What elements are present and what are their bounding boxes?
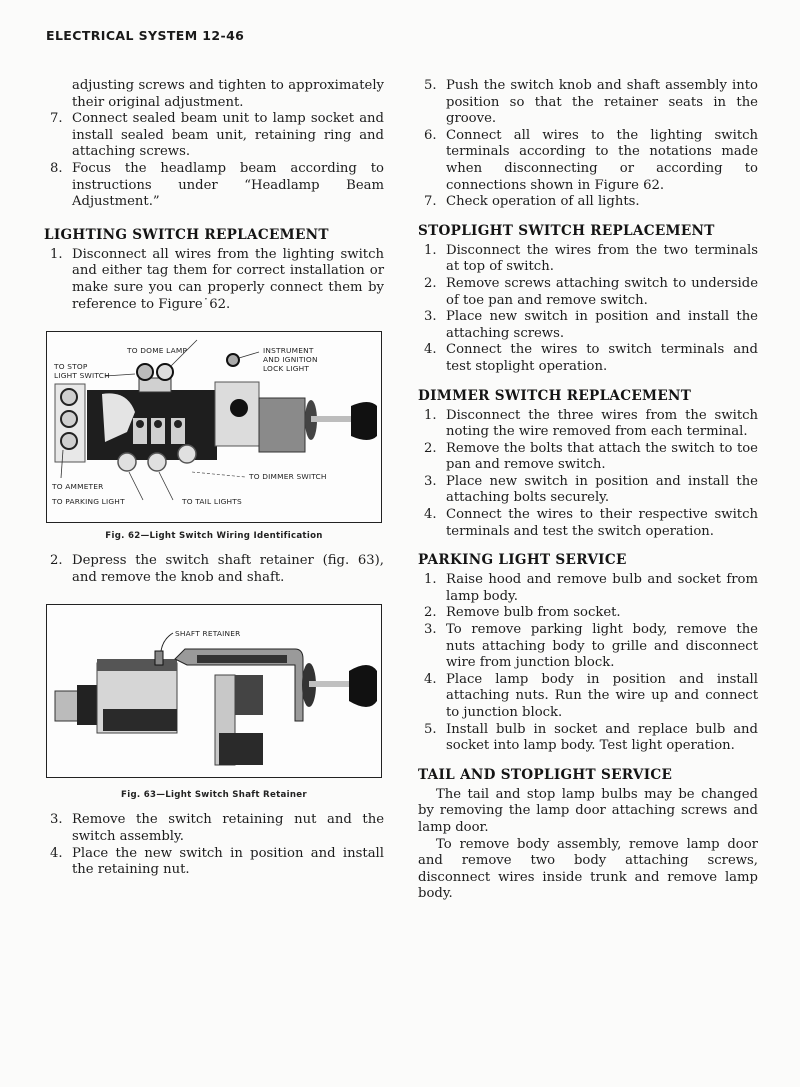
step-number: 4.: [424, 671, 437, 687]
callout-dome-lamp: TO DOME LAMP: [127, 346, 188, 356]
paragraph: The tail and stop lamp bulbs may be changed by removing the lamp door attaching screws and lamp door.: [418, 786, 758, 835]
step-text: Push the switch knob and shaft assembly into position so that the retainer seats in the groove.: [446, 78, 758, 127]
callout-shaft-retainer: SHAFT RETAINER: [175, 629, 241, 639]
list-item: [418, 128, 758, 194]
list-item: [418, 243, 758, 276]
list-item: [418, 309, 758, 342]
section-heading-dimmer-switch: DIMMER SWITCH REPLACEMENT: [418, 387, 692, 404]
step-number: 1.: [424, 242, 437, 258]
paragraph: To remove body assembly, remove lamp door and remove two body attaching screws, disconnect wires inside trunk and remove lamp body.: [418, 836, 758, 902]
list-item: [44, 553, 384, 586]
step-number: 4.: [424, 342, 437, 358]
step-number: 2.: [424, 605, 437, 621]
callout-ammeter: TO AMMETER: [52, 482, 104, 492]
step-number: 7.: [424, 194, 437, 210]
step-text: Place lamp body in position and install attaching nuts. Run the wire up and connect to junction block.: [446, 671, 758, 720]
step-text: Connect the wires to switch terminals and test stoplight operation.: [446, 342, 758, 374]
step-number: 1.: [50, 246, 63, 262]
step-number: 5.: [424, 721, 437, 737]
step-number: 2.: [424, 275, 437, 291]
step-text: Place new switch in position and install the attaching screws.: [446, 309, 758, 341]
list-item: [44, 846, 384, 879]
section-heading-tail-stoplight: TAIL AND STOPLIGHT SERVICE: [418, 766, 673, 783]
list-item: [418, 474, 758, 507]
list-item: [418, 572, 758, 605]
step-text: Remove the switch retaining nut and the switch assembly.: [72, 812, 384, 844]
step-text: Disconnect all wires from the lighting switch and either tag them for correct installation or make sure you can properly connect them by reference to Figure˙62.: [72, 246, 384, 312]
section-heading-lighting-switch: LIGHTING SWITCH REPLACEMENT: [44, 226, 329, 243]
callout-parking-light: TO PARKING LIGHT: [52, 497, 125, 507]
list-item: [44, 111, 384, 161]
right-column: [418, 78, 758, 903]
figure-63-caption: Fig. 63—Light Switch Shaft Retainer: [121, 790, 307, 801]
list-item: [418, 342, 758, 375]
list-item: [418, 441, 758, 474]
step-number: 4.: [424, 507, 437, 523]
step-text: Disconnect the three wires from the switch noting the wire removed from each terminal.: [446, 407, 758, 440]
step-text: Place the new switch in position and install the retaining nut.: [72, 845, 384, 878]
callout-dimmer-switch: TO DIMMER SWITCH: [249, 472, 327, 482]
step-number: 7.: [50, 111, 63, 127]
list-item: [44, 812, 384, 845]
section-heading-parking-light: PARKING LIGHT SERVICE: [418, 552, 627, 569]
step-number: 3.: [50, 812, 63, 828]
step-text: To remove parking light body, remove the nuts attaching body to grille and disconnect wire from junction block.: [446, 622, 758, 671]
step-number: 6.: [424, 127, 437, 143]
list-item: [418, 194, 758, 211]
step-text: Disconnect the wires from the two terminals at top of switch.: [446, 242, 758, 275]
step-text: Connect the wires to their respective switch terminals and test the switch operation.: [446, 507, 758, 539]
step-number: 3.: [424, 622, 437, 638]
step-text: Remove bulb from socket.: [446, 605, 621, 621]
step-text: Install bulb in socket and replace bulb and socket into lamp body. Test light operation.: [446, 721, 758, 754]
step-number: 8.: [50, 160, 63, 176]
step-text: Check operation of all lights.: [446, 194, 640, 210]
list-item: [418, 78, 758, 128]
step-text: Remove screws attaching switch to underside of toe pan and remove switch.: [446, 275, 758, 308]
figure-62-caption: Fig. 62—Light Switch Wiring Identification: [105, 531, 323, 542]
list-item: [44, 161, 384, 211]
step-number: 4.: [50, 845, 63, 861]
list-item: [418, 672, 758, 722]
step-text: Raise hood and remove bulb and socket from lamp body.: [446, 572, 758, 604]
step-number: 1.: [424, 407, 437, 423]
continuation-text: adjusting screws and tighten to approximately their original adjustment.: [72, 78, 384, 110]
figure-62: [46, 331, 382, 523]
step-number: 2.: [424, 440, 437, 456]
step-text: Remove the bolts that attach the switch to toe pan and remove switch.: [446, 440, 758, 473]
list-item: [418, 605, 758, 622]
step-number: 1.: [424, 572, 437, 588]
list-item: [418, 622, 758, 672]
left-column: [44, 78, 384, 879]
list-item: [418, 276, 758, 309]
step-text: Connect sealed beam unit to lamp socket and install sealed beam unit, retaining ring and attaching screws.: [72, 111, 384, 160]
step-text: Connect all wires to the lighting switch terminals according to the notations made when disconnecting or according to connections shown in Figure 62.: [446, 127, 758, 193]
light-switch-wiring-photo: [47, 332, 381, 522]
step-number: 3.: [424, 473, 437, 489]
callout-stop-light-switch: TO STOP LIGHT SWITCH: [54, 362, 110, 381]
step-text: Depress the switch shaft retainer (fig. 63), and remove the knob and shaft.: [72, 553, 384, 585]
step-number: 3.: [424, 309, 437, 325]
list-item: [418, 722, 758, 755]
list-item: [44, 247, 384, 313]
list-item: [418, 408, 758, 441]
callout-instrument-lock-light: INSTRUMENT AND IGNITION LOCK LIGHT: [263, 346, 318, 374]
list-item: [418, 507, 758, 540]
callout-tail-lights: TO TAIL LIGHTS: [182, 497, 242, 507]
step-text: Focus the headlamp beam according to instructions under “Headlamp Beam Adjustment.”: [72, 160, 384, 210]
running-head: ELECTRICAL SYSTEM 12-46: [46, 28, 245, 43]
figure-63: [46, 604, 382, 778]
step-number: 5.: [424, 78, 437, 93]
step-text: Place new switch in position and install the attaching bolts securely.: [446, 473, 758, 506]
section-heading-stoplight-switch: STOPLIGHT SWITCH REPLACEMENT: [418, 222, 715, 239]
step-number: 2.: [50, 553, 63, 569]
